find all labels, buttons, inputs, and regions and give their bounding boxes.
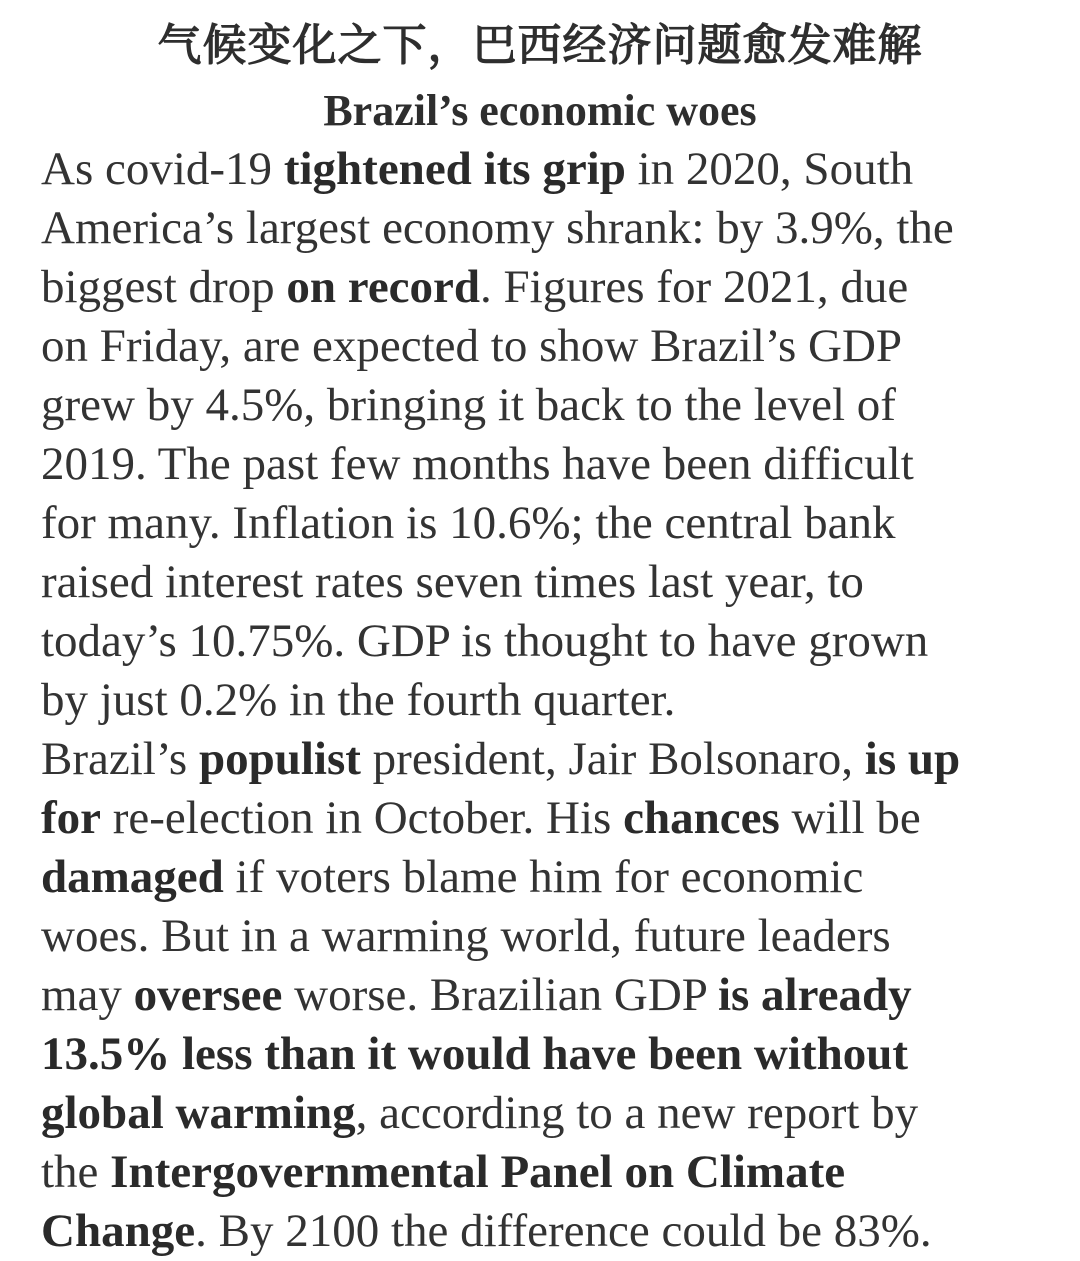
text-run: Brazil’s (41, 733, 199, 785)
text-run: if voters blame him for economic (223, 851, 864, 903)
text-run: for many. Inflation is 10.6%; the central bank (41, 497, 896, 549)
text-run: today’s 10.75%. GDP is thought to have grown (41, 615, 929, 667)
text-run: woes. But in a warming world, future leaders (41, 910, 891, 962)
text-line (41, 789, 1071, 848)
text-line (41, 199, 1071, 258)
article-body (41, 140, 1071, 1261)
text-run: America’s largest economy shrank: by 3.9%, the (41, 202, 954, 254)
text-line (41, 140, 1071, 199)
bold-phrase: populist (198, 733, 361, 785)
text-line (41, 258, 1071, 317)
text-line (41, 730, 1071, 789)
text-run: . Figures for 2021, due (480, 261, 909, 313)
bold-phrase: global warming (41, 1087, 356, 1139)
text-line (41, 553, 1071, 612)
bold-phrase: is already (717, 969, 912, 1021)
text-line (41, 376, 1071, 435)
text-line (41, 317, 1071, 376)
text-line (41, 671, 1071, 730)
text-line (41, 435, 1071, 494)
text-run: grew by 4.5%, bringing it back to the level of (41, 379, 896, 431)
text-line (41, 612, 1071, 671)
text-run: biggest drop (41, 261, 287, 313)
text-run: may (41, 969, 134, 1021)
text-run: will be (779, 792, 921, 844)
text-run: raised interest rates seven times last year, to (41, 556, 864, 608)
bold-phrase: tightened its grip (283, 143, 626, 195)
bold-phrase: Change (41, 1205, 196, 1257)
chinese-title: 气候变化之下，巴西经济问题愈发难解 (157, 20, 923, 71)
text-line (41, 1084, 1071, 1143)
bold-phrase: oversee (133, 969, 283, 1021)
text-line (41, 1202, 1071, 1261)
text-line (41, 1143, 1071, 1202)
text-line (41, 848, 1071, 907)
text-line (41, 966, 1071, 1025)
text-run: . By 2100 the difference could be 83%. (195, 1205, 932, 1257)
text-run: by just 0.2% in the fourth quarter. (41, 674, 676, 726)
bold-phrase: chances (623, 792, 780, 844)
text-run: the (41, 1146, 111, 1198)
bold-phrase: on record (286, 261, 481, 313)
bold-phrase: Intergovernmental Panel on Climate (110, 1146, 846, 1198)
text-line (41, 1025, 1071, 1084)
text-run: , according to a new report by (355, 1087, 919, 1139)
bold-phrase: for (41, 792, 102, 844)
text-run: on Friday, are expected to show Brazil’s GDP (41, 320, 903, 372)
text-run: As covid-19 (41, 143, 284, 195)
bold-phrase: 13.5% less than it would have been without (41, 1028, 908, 1080)
english-title: Brazil’s economic woes (323, 86, 757, 135)
text-run: re-election in October. His (101, 792, 624, 844)
bold-phrase: is up (864, 733, 961, 785)
text-line (41, 907, 1071, 966)
text-run: 2019. The past few months have been difficult (41, 438, 914, 490)
text-run: in 2020, South (625, 143, 914, 195)
bold-phrase: damaged (41, 851, 224, 903)
text-run: president, Jair Bolsonaro, (360, 733, 865, 785)
text-line (41, 494, 1071, 553)
text-run: worse. Brazilian GDP (282, 969, 718, 1021)
